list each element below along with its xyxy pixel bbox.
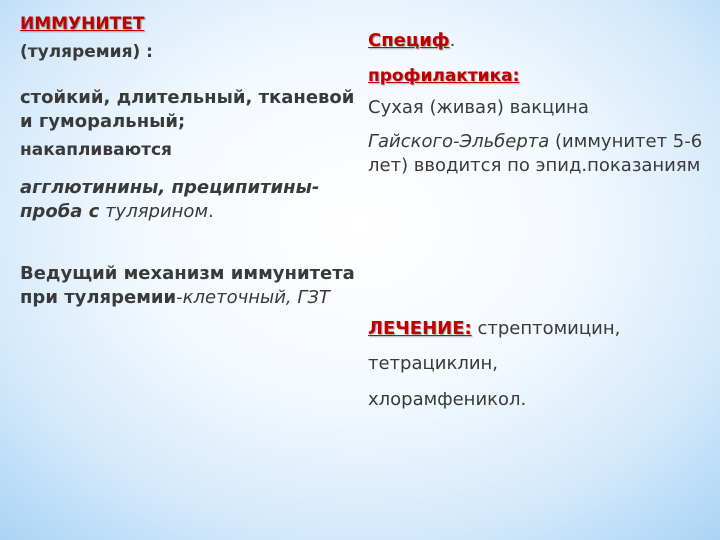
specific-dot: . [449,30,456,51]
vaccine-details [368,130,703,178]
antibodies-text [20,176,355,224]
immunity-heading [20,14,144,34]
vaccine-text: Сухая (живая) вакцина [368,97,589,118]
tularin-text: тулярином [99,201,209,222]
treatment-drug1: стрептомицин, [471,318,621,339]
antibodies-bold: агглютинины, преципитины-проба с [20,177,320,222]
vaccine-name: Гайского-Эльберта [368,131,550,152]
prophylaxis-title: профилактика: [368,66,520,86]
immunity-title: ИММУНИТЕТ [20,14,145,34]
immunity-subheading: (туляремия) : [20,42,153,62]
vaccine-rest: (иммунитет 5-6 лет) вводится по эпид.показаниям [368,131,703,176]
prophylaxis-heading-line2 [368,66,519,86]
mechanism-bold: Ведущий механизм иммунитета при туляремии [20,263,355,308]
treatment-title: ЛЕЧЕНИЕ: [368,318,472,339]
specific-title: Специф [368,30,450,51]
treatment-line3: хлорамфеникол. [368,389,527,410]
mechanism-italic: -клеточный, ГЗТ [176,287,330,308]
immunity-description: стойкий, длительный, тканевой и гуморальный; [20,87,355,132]
treatment-line2: тетрациклин, [368,353,499,374]
accumulate-text: накапливаются [20,140,172,160]
prophylaxis-heading-line1 [368,30,455,51]
antibodies-period: . [208,201,214,222]
immunity-mechanism [20,262,355,310]
treatment-line1 [368,318,620,339]
